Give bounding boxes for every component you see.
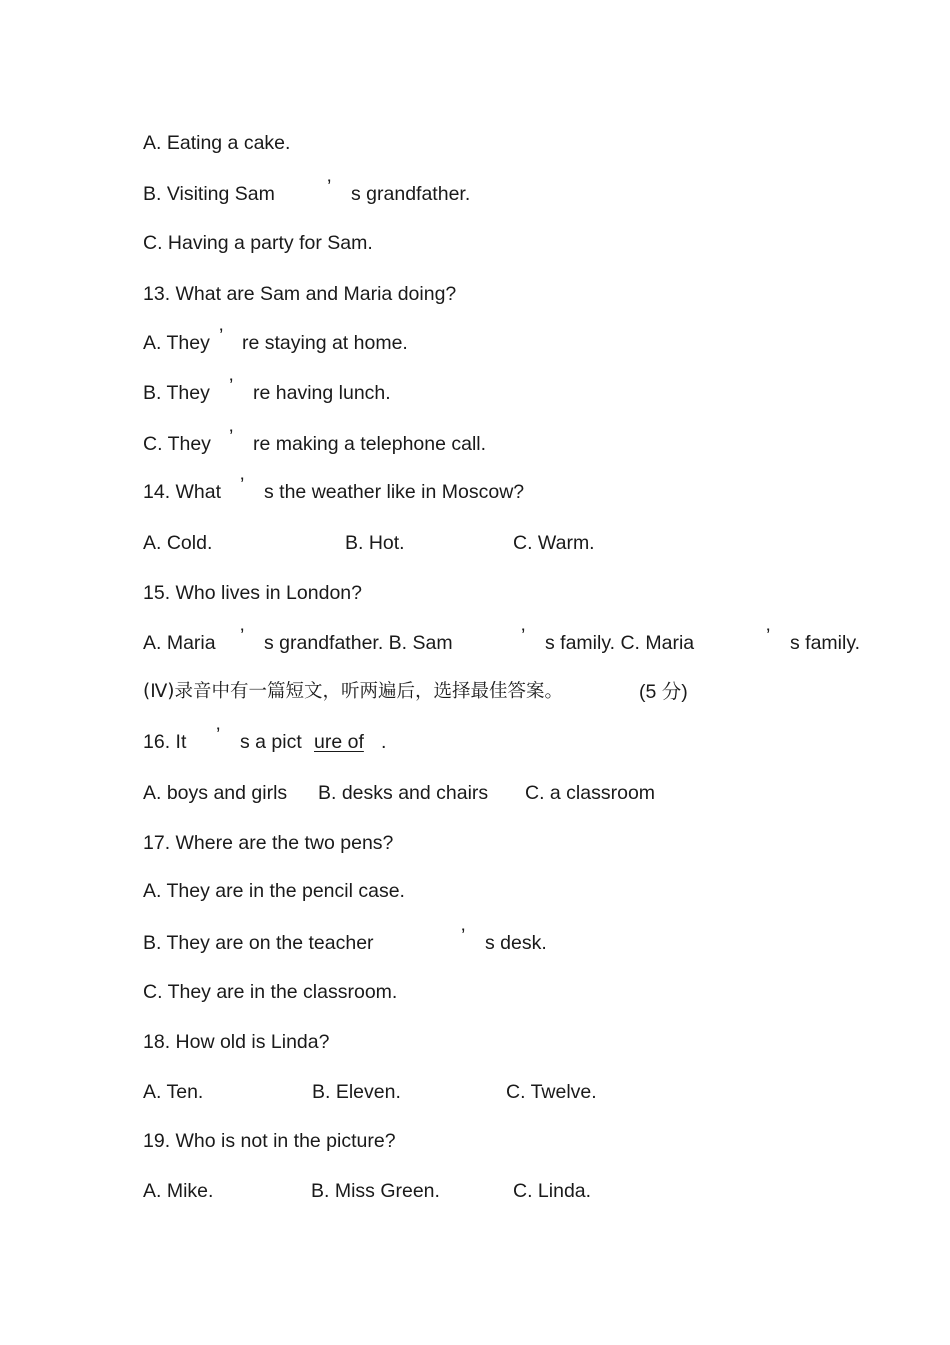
q18-options	[0, 1077, 950, 1107]
q12-option-a	[0, 128, 950, 158]
option-a-text: A. Ten.	[143, 1081, 204, 1103]
option-b-text: B. desks and chairs	[318, 782, 489, 804]
q14-options	[0, 528, 950, 558]
q12-option-c	[0, 228, 950, 258]
option-text: B. They	[143, 382, 210, 404]
q17-question	[0, 828, 950, 858]
question-text: 13. What are Sam and Maria doing?	[143, 283, 457, 305]
option-text: C. They are in the classroom.	[143, 981, 398, 1003]
q19-options	[0, 1176, 950, 1206]
section-4-heading	[0, 677, 950, 707]
option-a-text: A. boys and girls	[143, 782, 288, 804]
apostrophe: ’	[461, 925, 466, 947]
question-text: s a pict	[240, 731, 302, 753]
option-text: s desk.	[485, 932, 547, 954]
q16-options	[0, 778, 950, 808]
apostrophe: ’	[216, 724, 221, 746]
section-points: (5 分)	[639, 681, 688, 703]
option-text: re staying at home.	[242, 332, 408, 354]
option-text: A. Eating a cake.	[143, 132, 291, 154]
q12-option-b	[0, 176, 950, 209]
question-text: 15. Who lives in London?	[143, 582, 362, 604]
option-b-text: B. Eleven.	[312, 1081, 401, 1103]
option-text: s grandfather.	[351, 183, 471, 205]
option-text: C. Having a party for Sam.	[143, 232, 373, 254]
option-text: A. They	[143, 332, 210, 354]
question-text: 14. What	[143, 481, 222, 503]
apostrophe: ’	[240, 474, 245, 496]
option-text: re having lunch.	[253, 382, 391, 404]
question-text: .	[381, 731, 387, 753]
q15-options	[0, 625, 950, 658]
question-text: 17. Where are the two pens?	[143, 832, 394, 854]
apostrophe: ’	[229, 375, 234, 397]
apostrophe: ’	[240, 625, 245, 647]
q13-question	[0, 279, 950, 309]
option-text: B. Visiting Sam	[143, 183, 275, 205]
option-text: A. They are in the pencil case.	[143, 880, 405, 902]
section-instruction: (Ⅳ)录音中有一篇短文，听两遍后，选择最佳答案。	[143, 681, 564, 702]
option-text: s grandfather. B. Sam	[264, 632, 453, 654]
answer-blank: ure of	[314, 731, 364, 753]
option-text: re making a telephone call.	[253, 433, 487, 455]
q14-question	[0, 474, 950, 507]
option-text: C. They	[143, 433, 211, 455]
q17-option-c	[0, 977, 950, 1007]
apostrophe: ’	[229, 426, 234, 448]
question-text: 16. It	[143, 731, 187, 753]
option-b-text: B. Miss Green.	[311, 1180, 440, 1202]
option-a-text: A. Cold.	[143, 532, 213, 554]
apostrophe: ’	[766, 625, 771, 647]
apostrophe: ’	[327, 176, 332, 198]
q15-question	[0, 578, 950, 608]
question-text: 19. Who is not in the picture?	[143, 1130, 396, 1152]
q17-option-b	[0, 925, 950, 958]
option-b-text: B. Hot.	[345, 532, 405, 554]
apostrophe: ’	[219, 325, 224, 347]
option-text: A. Maria	[143, 632, 216, 654]
q13-option-a	[0, 325, 950, 358]
question-text: 18. How old is Linda?	[143, 1031, 330, 1053]
option-a-text: A. Mike.	[143, 1180, 214, 1202]
option-c-text: C. Twelve.	[506, 1081, 597, 1103]
option-text: B. They are on the teacher	[143, 932, 374, 954]
option-c-text: C. Warm.	[513, 532, 595, 554]
q18-question	[0, 1027, 950, 1057]
option-c-text: C. Linda.	[513, 1180, 592, 1202]
q19-question	[0, 1126, 950, 1156]
q13-option-b	[0, 375, 950, 408]
q17-option-a	[0, 876, 950, 906]
apostrophe: ’	[521, 625, 526, 647]
q13-option-c	[0, 426, 950, 459]
option-text: s family.	[790, 632, 861, 654]
question-text: s the weather like in Moscow?	[264, 481, 525, 503]
q16-question	[0, 724, 950, 757]
option-c-text: C. a classroom	[525, 782, 656, 804]
option-text: s family. C. Maria	[545, 632, 695, 654]
